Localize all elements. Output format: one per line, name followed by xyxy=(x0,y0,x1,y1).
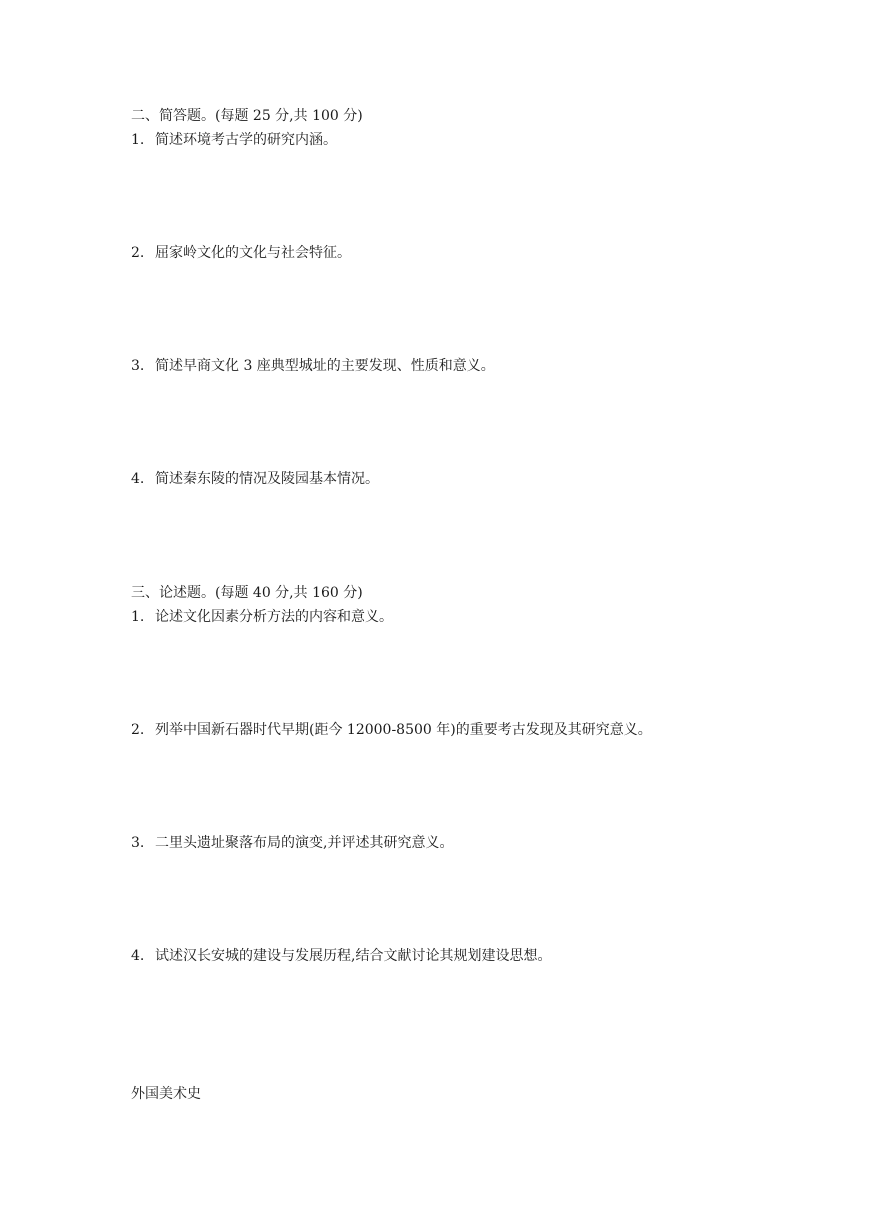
question-3-1 xyxy=(131,607,393,627)
section-2-heading: 二、简答题。(每题 25 分,共 100 分) xyxy=(131,108,363,124)
question-number: 3. xyxy=(131,835,145,851)
question-3-4 xyxy=(131,946,551,966)
question-text: 试述汉长安城的建设与发展历程,结合文献讨论其规划建设思想。 xyxy=(155,948,552,964)
question-number: 4. xyxy=(131,471,145,487)
question-2-1 xyxy=(131,130,337,150)
question-text: 二里头遗址聚落布局的演变,并评述其研究意义。 xyxy=(155,835,454,851)
question-number: 1. xyxy=(131,609,145,625)
question-text: 论述文化因素分析方法的内容和意义。 xyxy=(155,609,393,625)
question-2-2 xyxy=(131,243,351,263)
question-number: 4. xyxy=(131,948,145,964)
question-number: 1. xyxy=(131,132,145,148)
question-number: 2. xyxy=(131,245,145,261)
question-text: 屈家岭文化的文化与社会特征。 xyxy=(155,245,351,261)
question-text: 简述环境考古学的研究内涵。 xyxy=(155,132,337,148)
section-3-heading: 三、论述题。(每题 40 分,共 160 分) xyxy=(131,585,363,601)
footer-title: 外国美术史 xyxy=(131,1086,201,1102)
question-3-3 xyxy=(131,833,453,853)
question-3-2 xyxy=(131,720,652,740)
question-2-4 xyxy=(131,469,379,489)
question-text: 列举中国新石器时代早期(距今 12000-8500 年)的重要考古发现及其研究意义。 xyxy=(155,722,652,738)
question-text: 简述秦东陵的情况及陵园基本情况。 xyxy=(155,471,379,487)
question-number: 3. xyxy=(131,358,145,374)
question-2-3 xyxy=(131,356,495,376)
question-text: 简述早商文化 3 座典型城址的主要发现、性质和意义。 xyxy=(155,358,495,374)
question-number: 2. xyxy=(131,722,145,738)
